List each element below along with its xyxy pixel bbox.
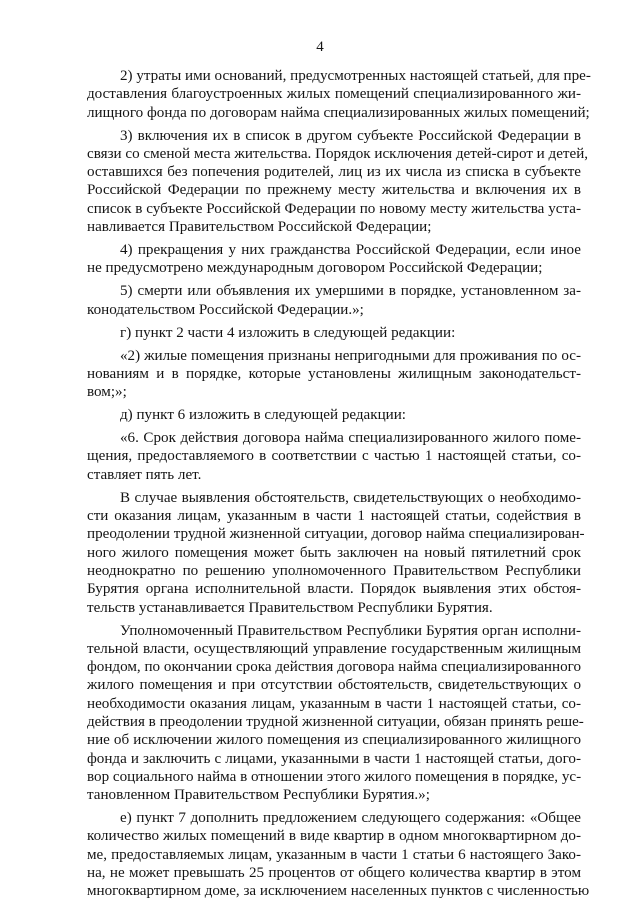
text-line: конодательством Российской Федерации.»;	[87, 301, 364, 318]
text-line: неоднократно по решению уполномоченного Правительством Республики	[87, 562, 581, 579]
text-line: список в субъекте Российской Федерации по новому месту жительства уста-	[87, 200, 581, 217]
text-line: не предусмотрено международным договором Российской Федерации;	[87, 260, 543, 277]
paragraph	[87, 429, 581, 484]
text-line: многоквартирном доме, за исключением населенных пунктов с численностью	[87, 883, 590, 900]
paragraph	[87, 127, 589, 237]
text-line: г) пункт 2 части 4 изложить в следующей редакции:	[120, 324, 456, 341]
text-line: е) пункт 7 дополнить предложением следующего содержания: «Общее	[120, 810, 581, 827]
paragraph	[87, 282, 581, 319]
text-line: Уполномоченный Правительством Республики Бурятия орган исполни-	[120, 622, 581, 639]
text-line: жилого помещения и при отсутствии обстоятельств, свидетельствующих о	[87, 677, 581, 694]
text-line: 2) утраты ими оснований, предусмотренных настоящей статьей, для пре-	[120, 68, 591, 84]
text-line: ного жилого помещения может быть заключен на новый пятилетний срок	[87, 544, 581, 561]
text-line: В случае выявления обстоятельств, свидетельствующих о необходимо-	[120, 489, 581, 506]
text-line: «2) жилые помещения признаны непригодными для проживания по ос-	[120, 347, 581, 364]
text-line: связи со сменой места жительства. Порядок исключения детей-сирот и детей,	[87, 145, 589, 162]
paragraph	[87, 809, 590, 900]
text-line: оставшихся без попечения родителей, лиц из их числа из списка в субъекте	[87, 164, 581, 181]
paragraph	[87, 241, 581, 278]
paragraph	[87, 489, 585, 617]
text-line: навливается Правительством Российской Федерации;	[87, 219, 432, 236]
text-line: преодолении трудной жизненной ситуации, договор найма специализирован-	[87, 526, 585, 543]
text-line: доставления благоустроенных жилых помещений специализированного жи-	[87, 86, 581, 103]
text-line: тельств устанавливается Правительством Республики Бурятия.	[87, 599, 493, 616]
paragraph	[87, 67, 591, 122]
text-line: на, не может превышать 25 процентов от общего количества квартир в этом	[87, 865, 581, 882]
text-line: Российской Федерации по прежнему месту жительства и включения их в	[87, 182, 581, 199]
text-line: тановленном Правительством Республики Бурятия.»;	[87, 787, 430, 804]
text-line: щения, предоставляемого в соответствии с частью 1 настоящей статьи, со-	[87, 448, 581, 465]
text-line: ставляет пять лет.	[87, 466, 202, 483]
paragraph	[87, 622, 584, 805]
text-line: тельной власти, осуществляющий управление государственным жилищным	[87, 640, 581, 657]
text-line: количество жилых помещений в виде квартир в одном многоквартирном до-	[87, 828, 581, 845]
text-line: сти оказания лицам, указанным в части 1 настоящей статьи, содействия в	[87, 508, 581, 525]
paragraph	[87, 347, 581, 402]
page-number: 4	[316, 39, 324, 55]
text-line: ние об исключении жилого помещения из специализированного жилищного	[87, 732, 581, 749]
paragraph	[87, 324, 581, 342]
text-line: необходимости оказания лицам, указанным в части 1 настоящей статьи, со-	[87, 695, 581, 712]
text-line: фонда и заключить с лицами, указанными в части 1 настоящей статьи, дого-	[87, 750, 581, 767]
text-line: 4) прекращения у них гражданства Российской Федерации, если иное	[120, 242, 581, 259]
text-line: «6. Срок действия договора найма специализированного жилого поме-	[120, 430, 581, 447]
body-text	[87, 67, 591, 905]
paragraph	[87, 406, 581, 424]
text-line: действия в преодолении трудной жизненной ситуации, обязан принять реше-	[87, 713, 584, 730]
text-line: д) пункт 6 изложить в следующей редакции:	[120, 407, 406, 424]
text-line: ме, предоставляемых лицам, указанным в части 1 статьи 6 настоящего Зако-	[87, 846, 581, 863]
text-line: 3) включения их в список в другом субъекте Российской Федерации в	[120, 127, 581, 144]
text-line: вор социального найма в отношении этого жилого помещения в порядке, ус-	[87, 768, 582, 785]
text-line: нованиям и в порядке, которые установлены жилищным законодательст-	[87, 365, 581, 382]
text-line: вом;»;	[87, 384, 127, 401]
text-line: лищного фонда по договорам найма специализированных жилых помещений;	[87, 104, 590, 121]
text-line: Бурятия органа исполнительной власти. Порядок выявления этих обстоя-	[87, 581, 581, 598]
text-line: фондом, по окончании срока действия договора найма специализированного	[87, 659, 581, 676]
text-line: 5) смерти или объявления их умершими в порядке, установленном за-	[120, 283, 581, 300]
